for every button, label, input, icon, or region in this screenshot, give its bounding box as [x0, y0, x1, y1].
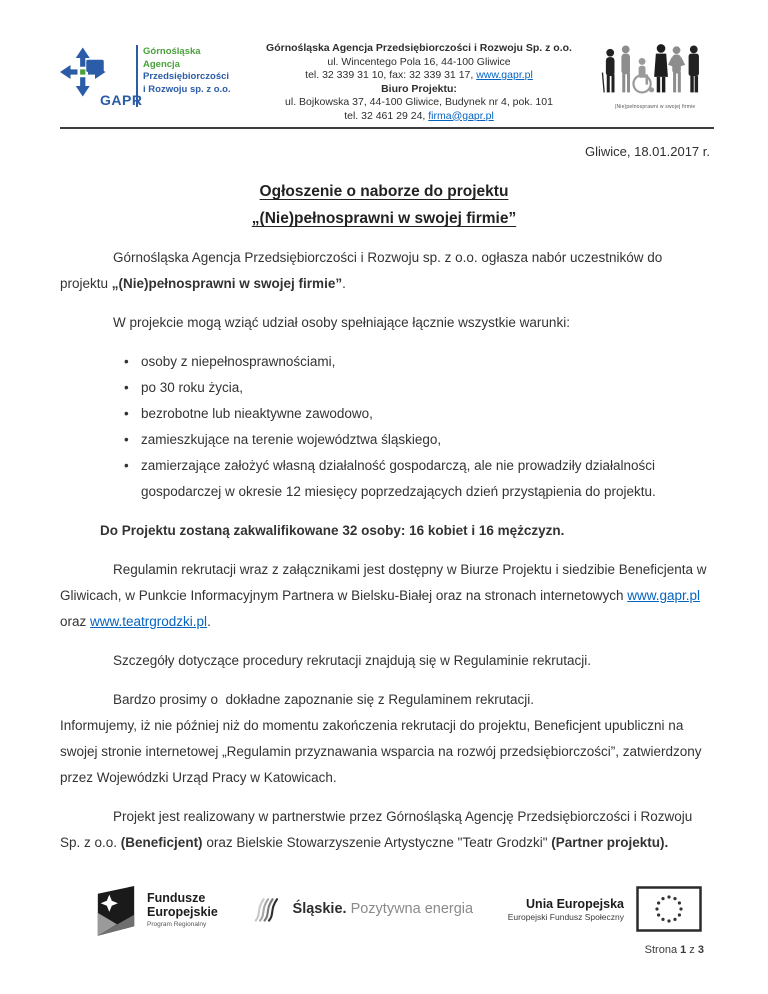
paragraph-regulations: Regulamin rekrutacji wraz z załącznikami jest dostępny w Biurze Projektu i siedzibie Beneficjenta w Gliwicach, w Punkcie Informacyjnym Partnera w Bielsku-Białej oraz na stronach internetowych www.gapr.pl oraz www.teatrgrodzki.pl. — [60, 562, 707, 629]
fe-logo-subline: Program Regionalny — [147, 920, 207, 928]
letterhead-address-block — [242, 40, 596, 123]
slaskie-logo — [253, 894, 474, 924]
project-logo-caption: (Nie)pełnosprawni w swojej firmie — [614, 104, 696, 110]
gapr-logo-line: i Rozwoju sp. z o.o. — [143, 83, 231, 95]
org-name: Górnośląska Agencja Przedsiębiorczości i Rozwoju Sp. z o.o. — [266, 42, 572, 54]
email-link[interactable]: firma@gapr.pl — [428, 109, 494, 122]
date-line: Gliwice, 18.01.2017 r. — [584, 144, 710, 159]
gapr-website-link[interactable]: www.gapr.pl — [627, 588, 701, 603]
gapr-logo-text — [143, 40, 231, 96]
page-number: Strona 1 z 3 — [644, 944, 704, 956]
people-silhouettes-icon — [599, 42, 711, 98]
gapr-acronym: GAPR — [100, 92, 143, 108]
paragraph-details: Szczegóły dotyczące procedury rekrutacji znajdują się w Regulaminie rekrutacji. — [113, 653, 591, 668]
list-item: • zamierzające założyć własną działalność gospodarczą, ale nie prowadziły działalności gospodarczej w okresie 12 miesięcy poprzedzających dzień przystąpienia do projektu. — [141, 453, 708, 505]
document-body — [60, 245, 708, 856]
fe-logo-line: Fundusze — [147, 890, 206, 905]
footer-logos — [94, 882, 702, 936]
list-item: • po 30 roku życia, — [141, 375, 708, 401]
gapr-website-link[interactable]: www.gapr.pl — [476, 69, 533, 81]
gapr-mark — [60, 40, 143, 114]
teatrgrodzki-website-link[interactable]: www.teatrgrodzki.pl — [90, 614, 208, 629]
project-office-label: Biuro Projektu: — [381, 82, 457, 95]
list-item: • zamieszkujące na terenie województwa śląskiego, — [141, 427, 708, 453]
fe-logo-line: Europejskie — [147, 904, 218, 919]
office-address: ul. Bojkowska 37, 44-100 Gliwice, Budynek nr 4, pok. 101 — [285, 96, 553, 108]
list-item: • bezrobotne lub nieaktywne zawodowo, — [141, 401, 708, 427]
fundusze-europejskie-logo — [94, 882, 218, 936]
org-phone-line: tel. 32 339 31 10, fax: 32 339 31 17, www.gapr.pl — [305, 69, 533, 81]
slaskie-logo-rest: Pozytywna energia — [346, 901, 474, 917]
letterhead-divider — [60, 127, 714, 129]
gapr-logo — [60, 40, 242, 114]
list-item: • osoby z niepełnosprawnościami, — [141, 349, 708, 375]
page-current: 1 — [680, 944, 687, 956]
page-total: 3 — [697, 944, 704, 956]
gapr-logo-line: Górnośląska — [143, 46, 201, 57]
paragraph-intro: Górnośląska Agencja Przedsiębiorczości i Rozwoju sp. z o.o. ogłasza nabór uczestników do projektu „(Nie)pełnosprawni w swojej firmie”. — [60, 250, 663, 291]
eu-flag-icon — [636, 886, 702, 932]
paragraph-notice: Bardzo prosimy o dokładne zapoznanie się z Regulaminem rekrutacji. Informujemy, iż nie później niż do momentu zakończenia rekrutacji do projektu, Beneficjent upubliczni na swojej stronie internetowej „Regulamin przyznawania wsparcia na rozwój przedsiębiorczości”, zatwierdzony przez Wojewódzki Urząd Pracy w Katowicach. — [60, 692, 702, 785]
page-title — [0, 178, 768, 232]
project-logo — [596, 40, 714, 110]
title-line-2: „(Nie)pełnosprawni w swojej firmie” — [251, 210, 517, 227]
gapr-logo-line: Agencja — [143, 58, 180, 70]
paragraph-partnership: Projekt jest realizowany w partnerstwie przez Górnośląską Agencję Przedsiębiorczości i Rozwoju Sp. z o.o. (Beneficjent) oraz Bielskie Stowarzyszenie Artystyczne "Teatr Grodzki" (Partner projektu). — [60, 809, 693, 850]
title-line-1: Ogłoszenie o naborze do projektu — [259, 183, 509, 200]
slaskie-logo-bold: Śląskie. — [292, 901, 347, 917]
office-phone-line: tel. 32 461 29 24, firma@gapr.pl — [344, 109, 494, 122]
paragraph-conditions-lead: W projekcie mogą wziąć udział osoby spełniające łącznie wszystkie warunki: — [113, 315, 570, 330]
ue-logo-line: Unia Europejska — [526, 896, 624, 911]
slaskie-waves-icon — [253, 894, 285, 924]
fe-flag-icon — [94, 882, 138, 936]
paragraph-quota: Do Projektu zostaną zakwalifikowane 32 osoby: 16 kobiet i 16 mężczyzn. — [100, 523, 565, 538]
ue-logo-subline: Europejski Fundusz Społeczny — [507, 911, 624, 922]
org-address: ul. Wincentego Pola 16, 44-100 Gliwice — [327, 55, 511, 68]
gapr-logo-line: Przedsiębiorczości — [143, 71, 230, 82]
conditions-list — [60, 349, 708, 505]
unia-europejska-logo — [508, 886, 702, 932]
letterhead — [60, 40, 714, 123]
